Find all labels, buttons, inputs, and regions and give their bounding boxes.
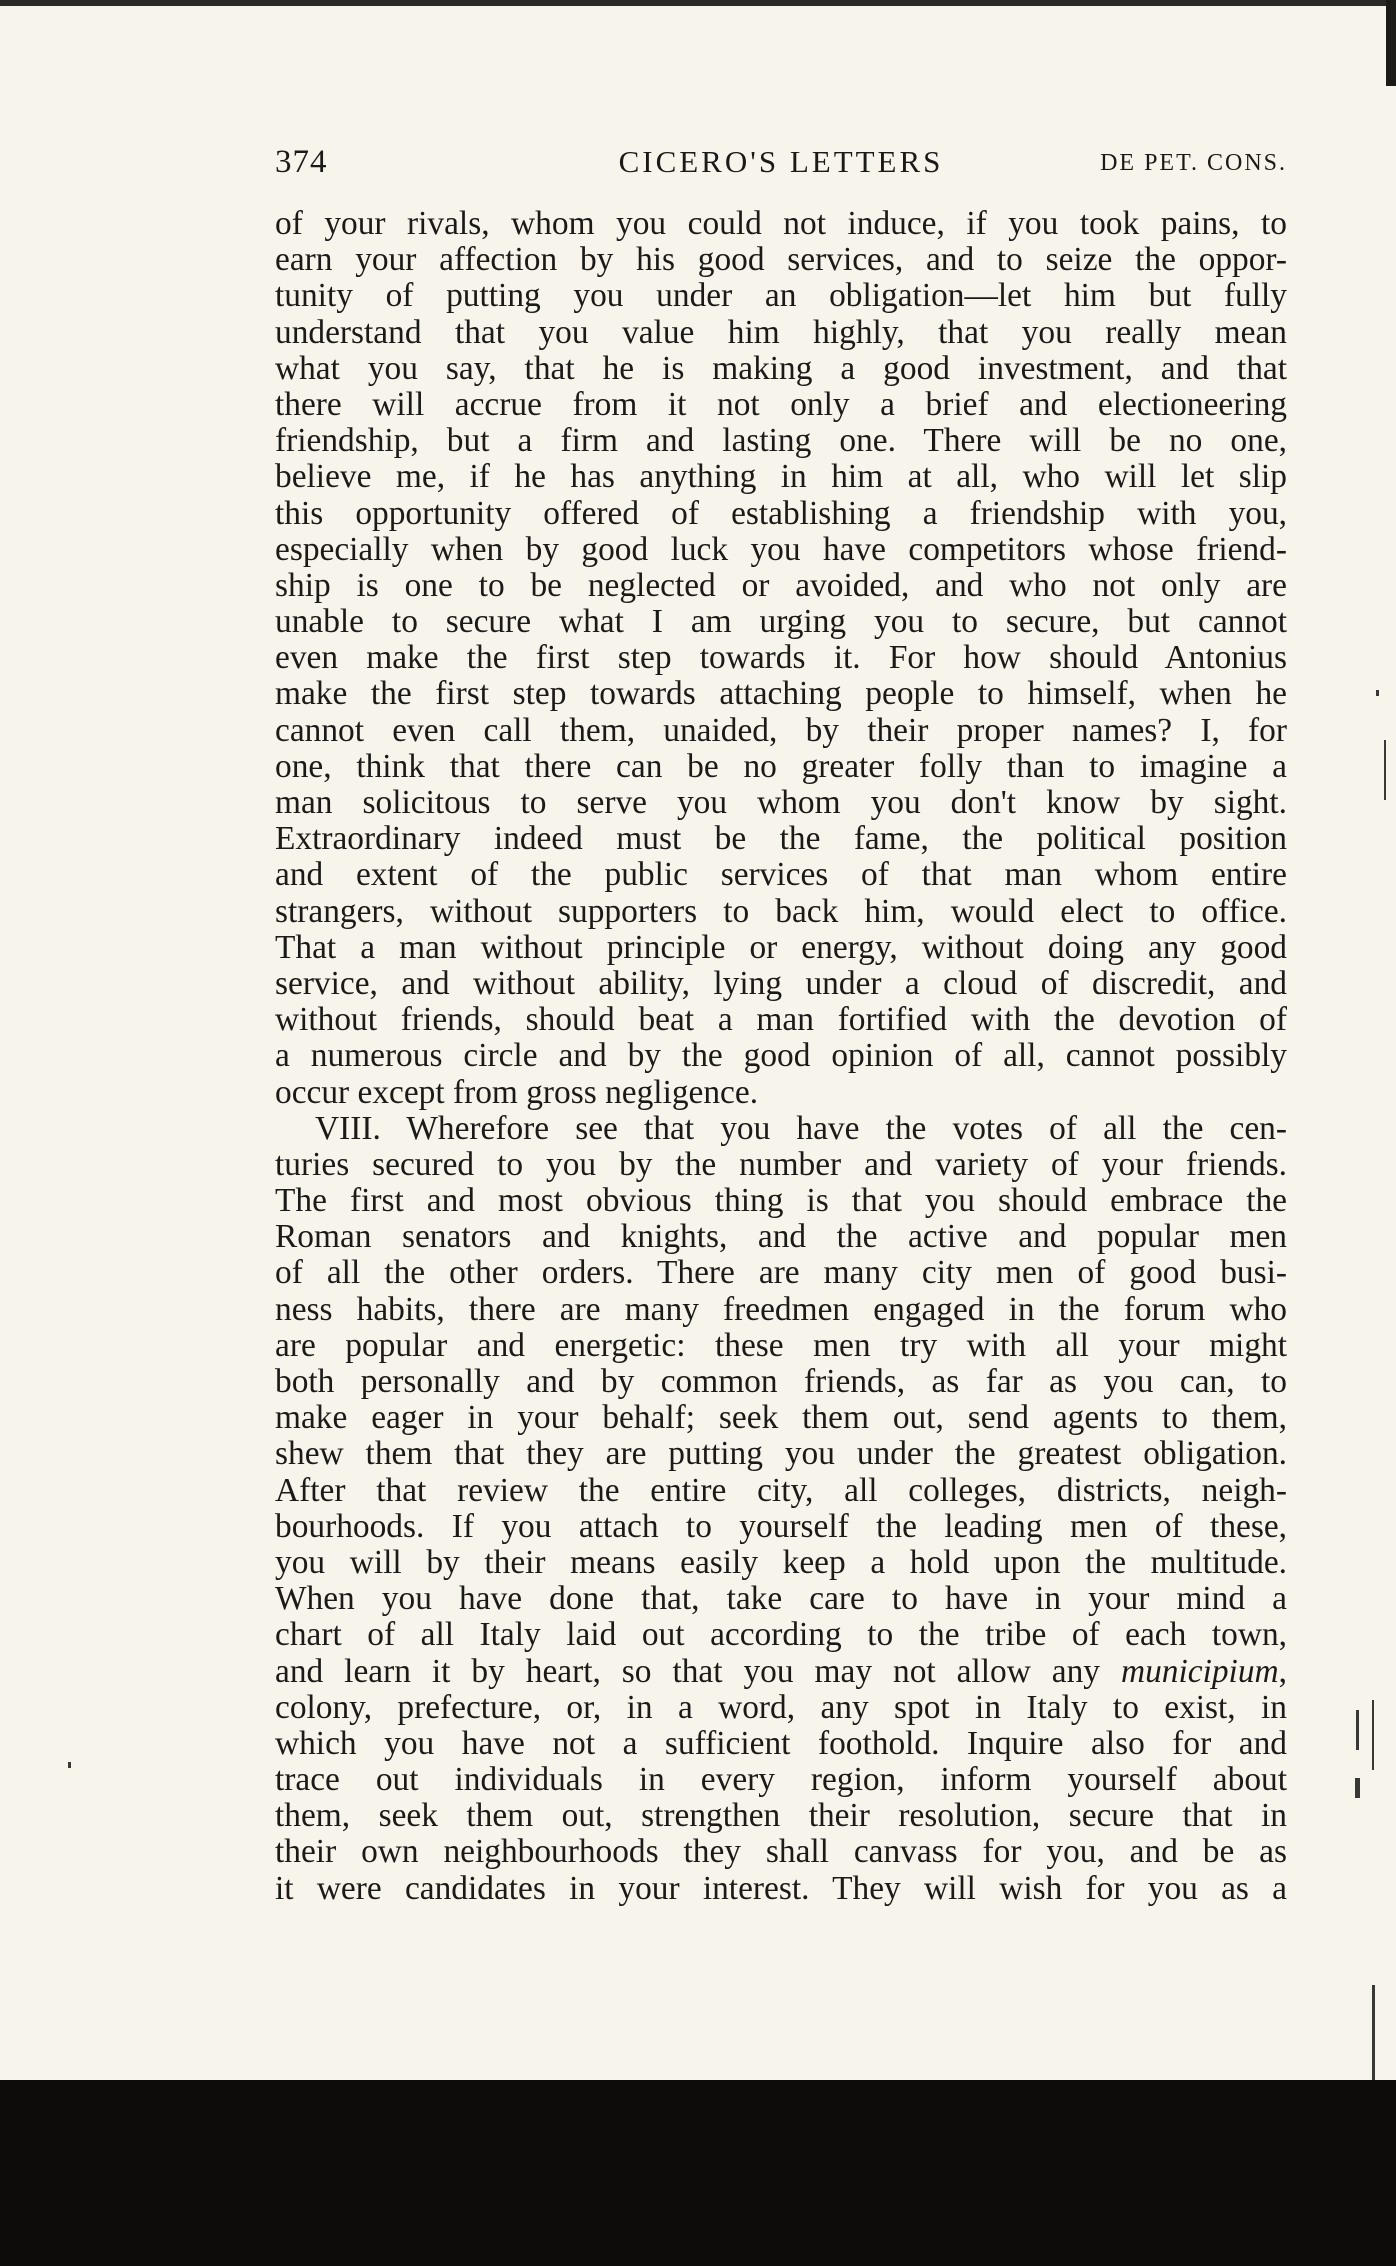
text-line: of all the other orders. There are many city men of good busi- <box>275 1255 1287 1292</box>
text-line: a numerous circle and by the good opinion of all, cannot possibly <box>275 1038 1287 1075</box>
margin-speck <box>1372 1985 1375 2080</box>
text-run: , <box>1278 1653 1287 1690</box>
margin-speck <box>1372 1700 1374 1770</box>
text-line: understand that you value him highly, that you really mean <box>275 314 1287 351</box>
text-line: and extent of the public services of that man whom entire <box>275 857 1287 894</box>
text-line: Extraordinary indeed must be the fame, the political position <box>275 821 1287 858</box>
text-line: friendship, but a firm and lasting one. There will be no one, <box>275 423 1287 460</box>
text-line-paragraph-end: occur except from gross negligence. <box>275 1074 759 1111</box>
text-line: ness habits, there are many freedmen engaged in the forum who <box>275 1291 1287 1328</box>
text-run: and learn it by heart, so that you may not allow any <box>275 1653 1100 1690</box>
text-line: especially when by good luck you have competitors whose friend- <box>275 531 1287 568</box>
text-line: ship is one to be neglected or avoided, and who not only are <box>275 567 1287 604</box>
scan-bottom-edge <box>0 2080 1396 2266</box>
text-line: strangers, without supporters to back him, would elect to office. <box>275 893 1287 930</box>
text-line: their own neighbourhoods they shall canvass for you, and be as <box>275 1834 1287 1871</box>
text-line: When you have done that, take care to have in your mind a <box>275 1581 1287 1618</box>
text-line: trace out individuals in every region, inform yourself about <box>275 1762 1287 1799</box>
running-header <box>275 138 1287 188</box>
text-line: them, seek them out, strengthen their resolution, secure that in <box>275 1798 1287 1835</box>
text-line: one, think that there can be no greater folly than to imagine a <box>275 748 1287 785</box>
running-title: CICERO'S LETTERS <box>618 144 944 179</box>
text-line: of your rivals, whom you could not induce, if you took pains, to <box>275 206 1287 242</box>
text-line: it were candidates in your interest. They will wish for you as a <box>275 1870 1287 1907</box>
text-line: man solicitous to serve you whom you don't know by sight. <box>275 785 1287 821</box>
text-line: this opportunity offered of establishing a friendship with you, <box>275 495 1287 532</box>
text-line: there will accrue from it not only a brief and electioneering <box>275 386 1287 423</box>
scan-corner-mark <box>1386 0 1396 86</box>
text-line: That a man without principle or energy, without doing any good <box>275 929 1287 966</box>
section-label: DE PET. CONS. <box>1100 150 1287 176</box>
text-line: earn your affection by his good services, and to seize the oppor- <box>275 242 1287 279</box>
margin-speck <box>1376 690 1379 696</box>
text-line: unable to secure what I am urging you to secure, but cannot <box>275 604 1287 641</box>
text-line: After that review the entire city, all colleges, districts, neigh- <box>275 1472 1287 1509</box>
text-line: without friends, should beat a man fortified with the devotion of <box>275 1002 1287 1039</box>
text-line: make eager in your behalf; seek them out, send agents to them, <box>275 1400 1287 1437</box>
margin-speck <box>1355 1778 1360 1798</box>
margin-speck <box>1356 1710 1359 1750</box>
text-line: tunity of putting you under an obligation—let him but fully <box>275 278 1287 315</box>
text-line-with-italic <box>275 1654 1287 1690</box>
text-line: service, and without ability, lying under a cloud of discredit, and <box>275 965 1287 1002</box>
text-line: which you have not a sufficient foothold. Inquire also for and <box>275 1725 1287 1762</box>
margin-speck <box>1384 740 1386 800</box>
text-line: Roman senators and knights, and the active and popular men <box>275 1219 1287 1256</box>
text-line-section-start: VIII. Wherefore see that you have the votes of all the cen- <box>315 1110 1287 1147</box>
text-line: The first and most obvious thing is that you should embrace the <box>275 1183 1287 1220</box>
text-line: both personally and by common friends, as far as you can, to <box>275 1364 1287 1400</box>
text-line: are popular and energetic: these men try with all your might <box>275 1327 1287 1364</box>
text-line: even make the first step towards it. For how should Antonius <box>275 640 1287 677</box>
text-line: colony, prefecture, or, in a word, any spot in Italy to exist, in <box>275 1689 1287 1726</box>
text-line: bourhoods. If you attach to yourself the leading men of these, <box>275 1508 1287 1545</box>
margin-speck <box>68 1762 71 1768</box>
text-line: chart of all Italy laid out according to the tribe of each town, <box>275 1617 1287 1654</box>
text-line: what you say, that he is making a good investment, and that <box>275 350 1287 387</box>
body-text <box>275 206 1287 1907</box>
italic-term: municipium <box>1120 1653 1279 1690</box>
text-line: make the first step towards attaching people to himself, when he <box>275 676 1287 713</box>
text-line: you will by their means easily keep a hold upon the multitude. <box>275 1544 1287 1581</box>
book-page <box>275 138 1287 1907</box>
text-line: cannot even call them, unaided, by their proper names? I, for <box>275 712 1287 749</box>
page-number: 374 <box>275 144 328 180</box>
text-line: shew them that they are putting you under the greatest obligation. <box>275 1436 1287 1473</box>
text-line: believe me, if he has anything in him at all, who will let slip <box>275 459 1287 496</box>
scan-top-edge <box>0 0 1396 6</box>
text-line: turies secured to you by the number and variety of your friends. <box>275 1146 1287 1183</box>
